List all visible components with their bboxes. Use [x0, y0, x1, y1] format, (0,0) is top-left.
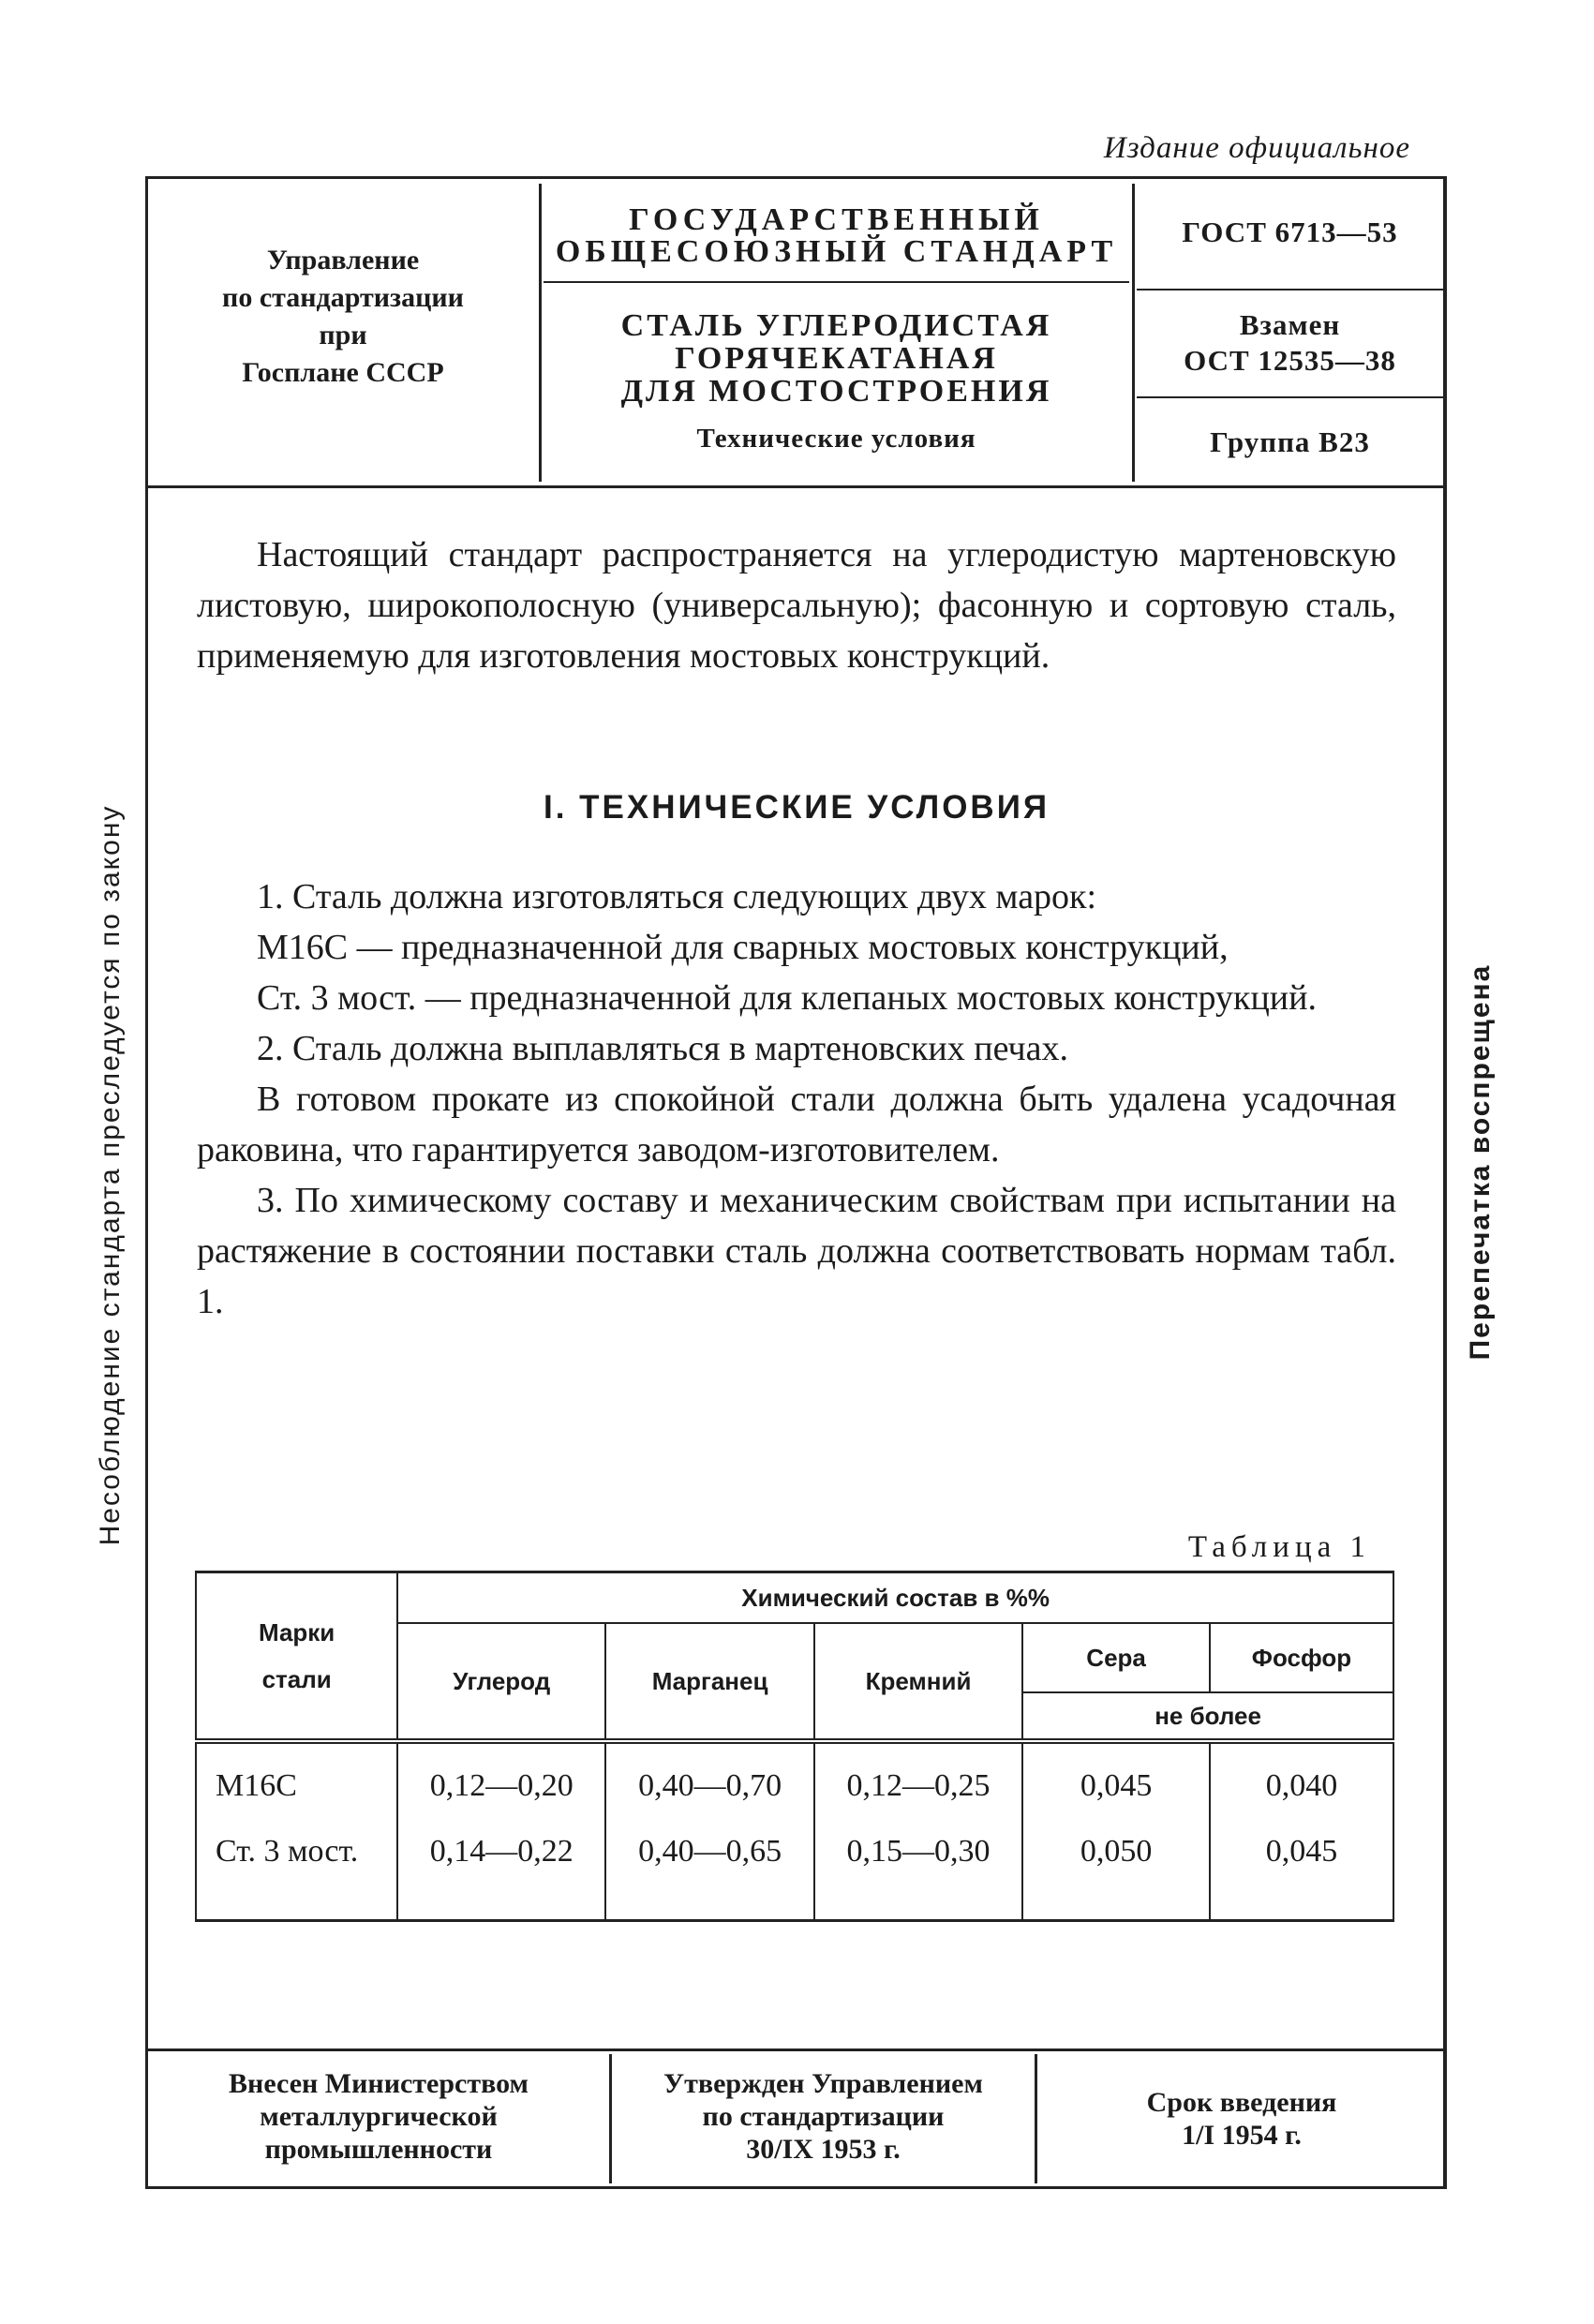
table-cell: 0,045	[1022, 1741, 1210, 1828]
approved-by: Утвержден Управлением по стандартизации 30/IX 1953 г.	[663, 2068, 983, 2165]
issuing-authority: Управление по стандартизации при Госплане СССР	[222, 245, 464, 388]
footer-divider-1	[609, 2054, 612, 2183]
introduced-by: Внесен Министерством металлургической промышленности	[229, 2068, 529, 2165]
gost-number: ГОСТ 6713—53	[1182, 216, 1398, 248]
table-cell: 0,12—0,25	[814, 1741, 1022, 1828]
column-header: Углерод	[397, 1623, 605, 1741]
limit-note: не более	[1022, 1692, 1393, 1741]
intro-paragraph: Настоящий стандарт распространяется на углеродистую мартеновскую листовую, широкополосную (универсальную); фасонную и сортовую сталь, применяемую для изготовления мостовых конструкций.	[197, 535, 1396, 676]
header-divider-1	[539, 184, 542, 482]
frame-top-rule	[145, 176, 1446, 179]
footer-divider-2	[1035, 2054, 1037, 2183]
table-cell: 0,12—0,20	[397, 1741, 605, 1828]
paragraph: 1. Сталь должна изготовляться следующих двух марок:	[257, 877, 1097, 916]
paragraph: М16С — предназначенной для сварных мостовых конструкций,	[257, 928, 1229, 967]
header-title-rule	[544, 281, 1129, 283]
table-cell: 0,40—0,65	[605, 1828, 814, 1921]
paragraph: 3. По химическому составу и механическим свойствам при испытании на растяжение в состоянии поставки сталь должна соответствовать нормам табл. 1.	[197, 1181, 1396, 1321]
footer-bottom-rule	[145, 2186, 1446, 2189]
table-cell: 0,40—0,70	[605, 1741, 814, 1828]
table-cell: 0,050	[1022, 1828, 1210, 1921]
footer-top-rule	[145, 2048, 1446, 2051]
column-header: Фосфор	[1210, 1623, 1393, 1692]
column-header: Сера	[1022, 1623, 1210, 1692]
column-header: Марганец	[605, 1623, 814, 1741]
table-cell: 0,14—0,22	[397, 1828, 605, 1921]
standard-subject: СТАЛЬ УГЛЕРОДИСТАЯ ГОРЯЧЕКАТАНАЯ ДЛЯ МОСТОСТРОЕНИЯ	[620, 308, 1052, 409]
header-divider-2	[1132, 184, 1135, 482]
frame-left-rule	[145, 176, 148, 2189]
group-code: Группа В23	[1210, 425, 1370, 458]
column-header: Кремний	[814, 1623, 1022, 1741]
paragraph: В готовом прокате из спокойной стали должна быть удалена усадочная раковина, что гарантируется заводом-изготовителем.	[197, 1080, 1396, 1169]
paragraph: 2. Сталь должна выплавляться в мартеновских печах.	[257, 1029, 1068, 1068]
section-title: I. ТЕХНИЧЕСКИЕ УСЛОВИЯ	[543, 789, 1050, 826]
paragraph: Ст. 3 мост. — предназначенной для клепаных мостовых конструкций.	[257, 978, 1317, 1018]
group-header: Химический состав в %%	[397, 1572, 1393, 1624]
table-cell: 0,15—0,30	[814, 1828, 1022, 1921]
header-gost-rule	[1137, 289, 1443, 290]
effective-date: Срок введения 1/I 1954 г.	[1146, 2087, 1337, 2151]
standard-type: ГОСУДАРСТВЕННЫЙ ОБЩЕСОЮЗНЫЙ СТАНДАРТ	[555, 202, 1118, 269]
frame-right-rule	[1443, 176, 1447, 2189]
table-caption: Таблица 1	[1187, 1530, 1371, 1564]
table-cell-grade: Ст. 3 мост.	[196, 1828, 397, 1921]
grade-header: Марки стали	[196, 1572, 397, 1742]
table-cell: 0,045	[1210, 1828, 1393, 1921]
standard-subtitle: Технические условия	[696, 424, 976, 454]
edition-label: Издание официальное	[1103, 131, 1410, 165]
table-cell-grade: М16С	[196, 1741, 397, 1828]
table-cell: 0,040	[1210, 1741, 1393, 1828]
header-bottom-rule	[145, 485, 1446, 488]
header-replace-rule	[1137, 396, 1443, 398]
replaces-standard: Взамен ОСТ 12535—38	[1184, 308, 1396, 377]
chemical-composition-table	[195, 1571, 1394, 1922]
requirements-text	[197, 872, 1396, 1327]
